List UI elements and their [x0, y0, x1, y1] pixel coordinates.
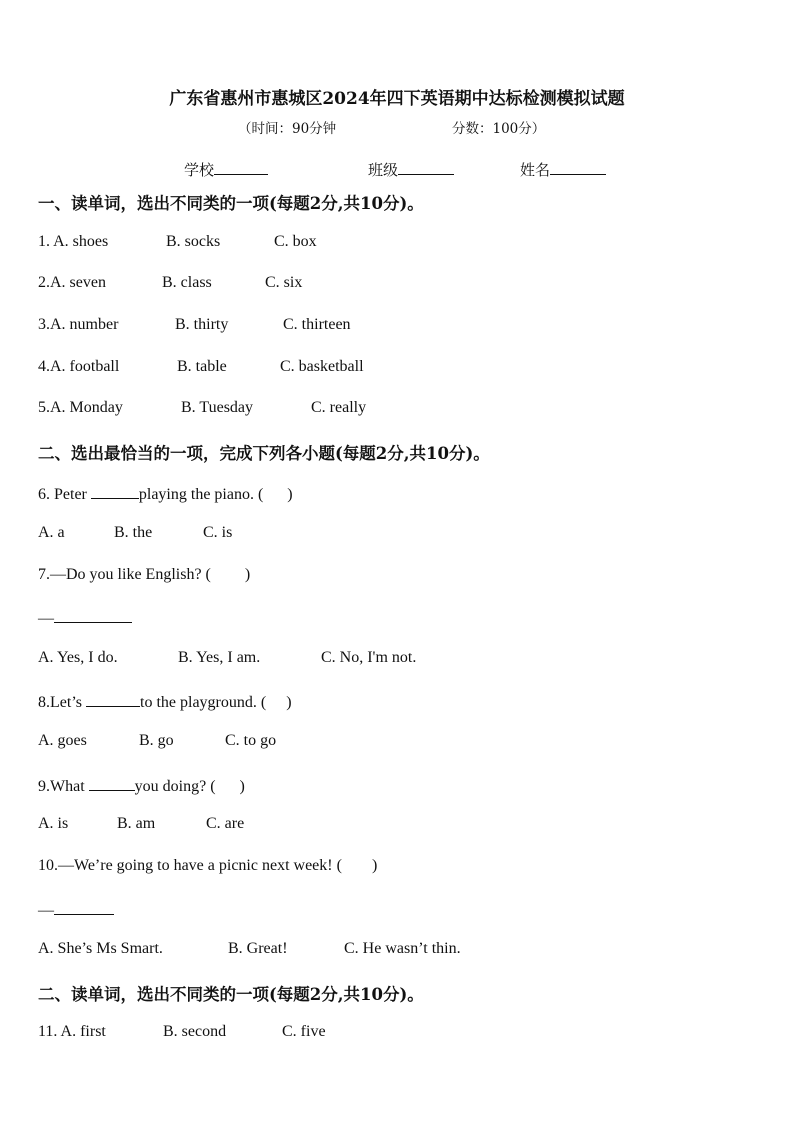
option-b: B. Yes, I am.	[178, 649, 261, 666]
option-a: A. Monday	[50, 399, 123, 416]
option-a: A. first	[60, 1023, 106, 1040]
stem-text: 7.—Do you like English? (	[38, 566, 211, 583]
reply-dash: —	[38, 610, 54, 627]
stem-text: to the playground. (	[140, 694, 267, 711]
stem-text: 9.What	[38, 778, 89, 795]
page-title: 广东省惠州市惠城区2024年四下英语期中达标检测模拟试题	[169, 89, 625, 109]
question-10-reply	[38, 898, 114, 920]
question-4	[38, 358, 364, 376]
school-blank[interactable]	[214, 158, 268, 175]
question-11	[38, 1023, 326, 1041]
answer-blank[interactable]	[54, 898, 114, 915]
question-number: 11.	[38, 1023, 61, 1040]
stem-text: 10.—We’re going to have a picnic next week! (	[38, 857, 342, 874]
question-8-stem	[38, 690, 292, 712]
option-a: A. a	[38, 524, 65, 541]
answer-blank[interactable]	[89, 774, 135, 791]
option-b: B. thirty	[175, 316, 229, 333]
name-blank[interactable]	[550, 158, 606, 175]
question-3	[38, 316, 351, 334]
question-5	[38, 399, 367, 417]
option-c: C. thirteen	[283, 316, 351, 333]
option-c: C. He wasn’t thin.	[344, 940, 461, 957]
section-2-heading: 二、选出最恰当的一项，完成下列各小题(每题2分,共10分)。	[38, 444, 490, 463]
option-b: B. table	[177, 358, 227, 375]
option-c: C. six	[265, 274, 303, 291]
question-number: 3.	[38, 316, 50, 333]
stem-text: playing the piano. (	[138, 486, 264, 503]
question-7-options	[38, 649, 417, 667]
option-b: B. go	[139, 732, 174, 749]
question-2	[38, 274, 303, 292]
paren-close: )	[239, 778, 245, 795]
question-9-options	[38, 815, 245, 833]
option-a: A. goes	[38, 732, 87, 749]
exam-time: （时间：90分钟	[238, 121, 337, 137]
option-a: A. football	[50, 358, 120, 375]
school-field	[184, 158, 268, 180]
answer-blank[interactable]	[54, 606, 132, 623]
paren-close: )	[244, 566, 251, 583]
option-a: A. shoes	[53, 233, 109, 250]
option-c: C. to go	[225, 732, 277, 749]
class-label: 班级	[368, 161, 399, 179]
section-1-heading: 一、读单词，选出不同类的一项(每题2分,共10分)。	[38, 194, 424, 213]
option-a: A. is	[38, 815, 69, 832]
option-b: B. class	[162, 274, 212, 291]
question-number: 4.	[38, 358, 50, 375]
exam-score: 分数：100分）	[452, 121, 546, 137]
question-number: 2.	[38, 274, 50, 291]
question-7-reply	[38, 606, 132, 628]
section-3-heading: 二、读单词，选出不同类的一项(每题2分,共10分)。	[38, 985, 424, 1004]
question-9-stem	[38, 774, 245, 796]
question-number: 1.	[38, 233, 54, 250]
question-10-stem	[38, 857, 377, 875]
school-label: 学校	[184, 161, 215, 179]
option-c: C. basketball	[280, 358, 364, 375]
question-6-options	[38, 524, 233, 542]
option-b: B. socks	[166, 233, 221, 250]
option-a: A. Yes, I do.	[38, 649, 118, 666]
paren-close: )	[371, 857, 378, 874]
option-c: C. are	[206, 815, 245, 832]
question-8-options	[38, 732, 277, 750]
option-b: B. Great!	[228, 940, 288, 957]
option-b: B. second	[163, 1023, 227, 1040]
question-1	[38, 233, 317, 251]
option-c: C. five	[282, 1023, 326, 1040]
stem-text: you doing? (	[134, 778, 216, 795]
option-c: C. is	[203, 524, 233, 541]
name-label: 姓名	[520, 161, 551, 179]
option-a: A. number	[50, 316, 119, 333]
option-a: A. She’s Ms Smart.	[38, 940, 163, 957]
question-10-options	[38, 940, 461, 958]
stem-text: 8.Let’s	[38, 694, 86, 711]
question-7-stem	[38, 566, 250, 584]
question-number: 5.	[38, 399, 50, 416]
reply-dash: —	[38, 902, 54, 919]
question-6-stem	[38, 482, 293, 504]
name-field	[520, 158, 606, 180]
option-c: C. really	[311, 399, 367, 416]
option-c: C. No, I'm not.	[321, 649, 417, 666]
option-b: B. am	[117, 815, 156, 832]
option-b: B. the	[114, 524, 153, 541]
class-blank[interactable]	[398, 158, 454, 175]
stem-text: 6. Peter	[38, 486, 91, 503]
class-field	[368, 158, 454, 180]
answer-blank[interactable]	[91, 482, 139, 499]
paren-close: )	[286, 694, 292, 711]
option-b: B. Tuesday	[181, 399, 254, 416]
option-a: A. seven	[50, 274, 106, 291]
option-c: C. box	[274, 233, 317, 250]
answer-blank[interactable]	[86, 690, 140, 707]
paren-close: )	[287, 486, 293, 503]
